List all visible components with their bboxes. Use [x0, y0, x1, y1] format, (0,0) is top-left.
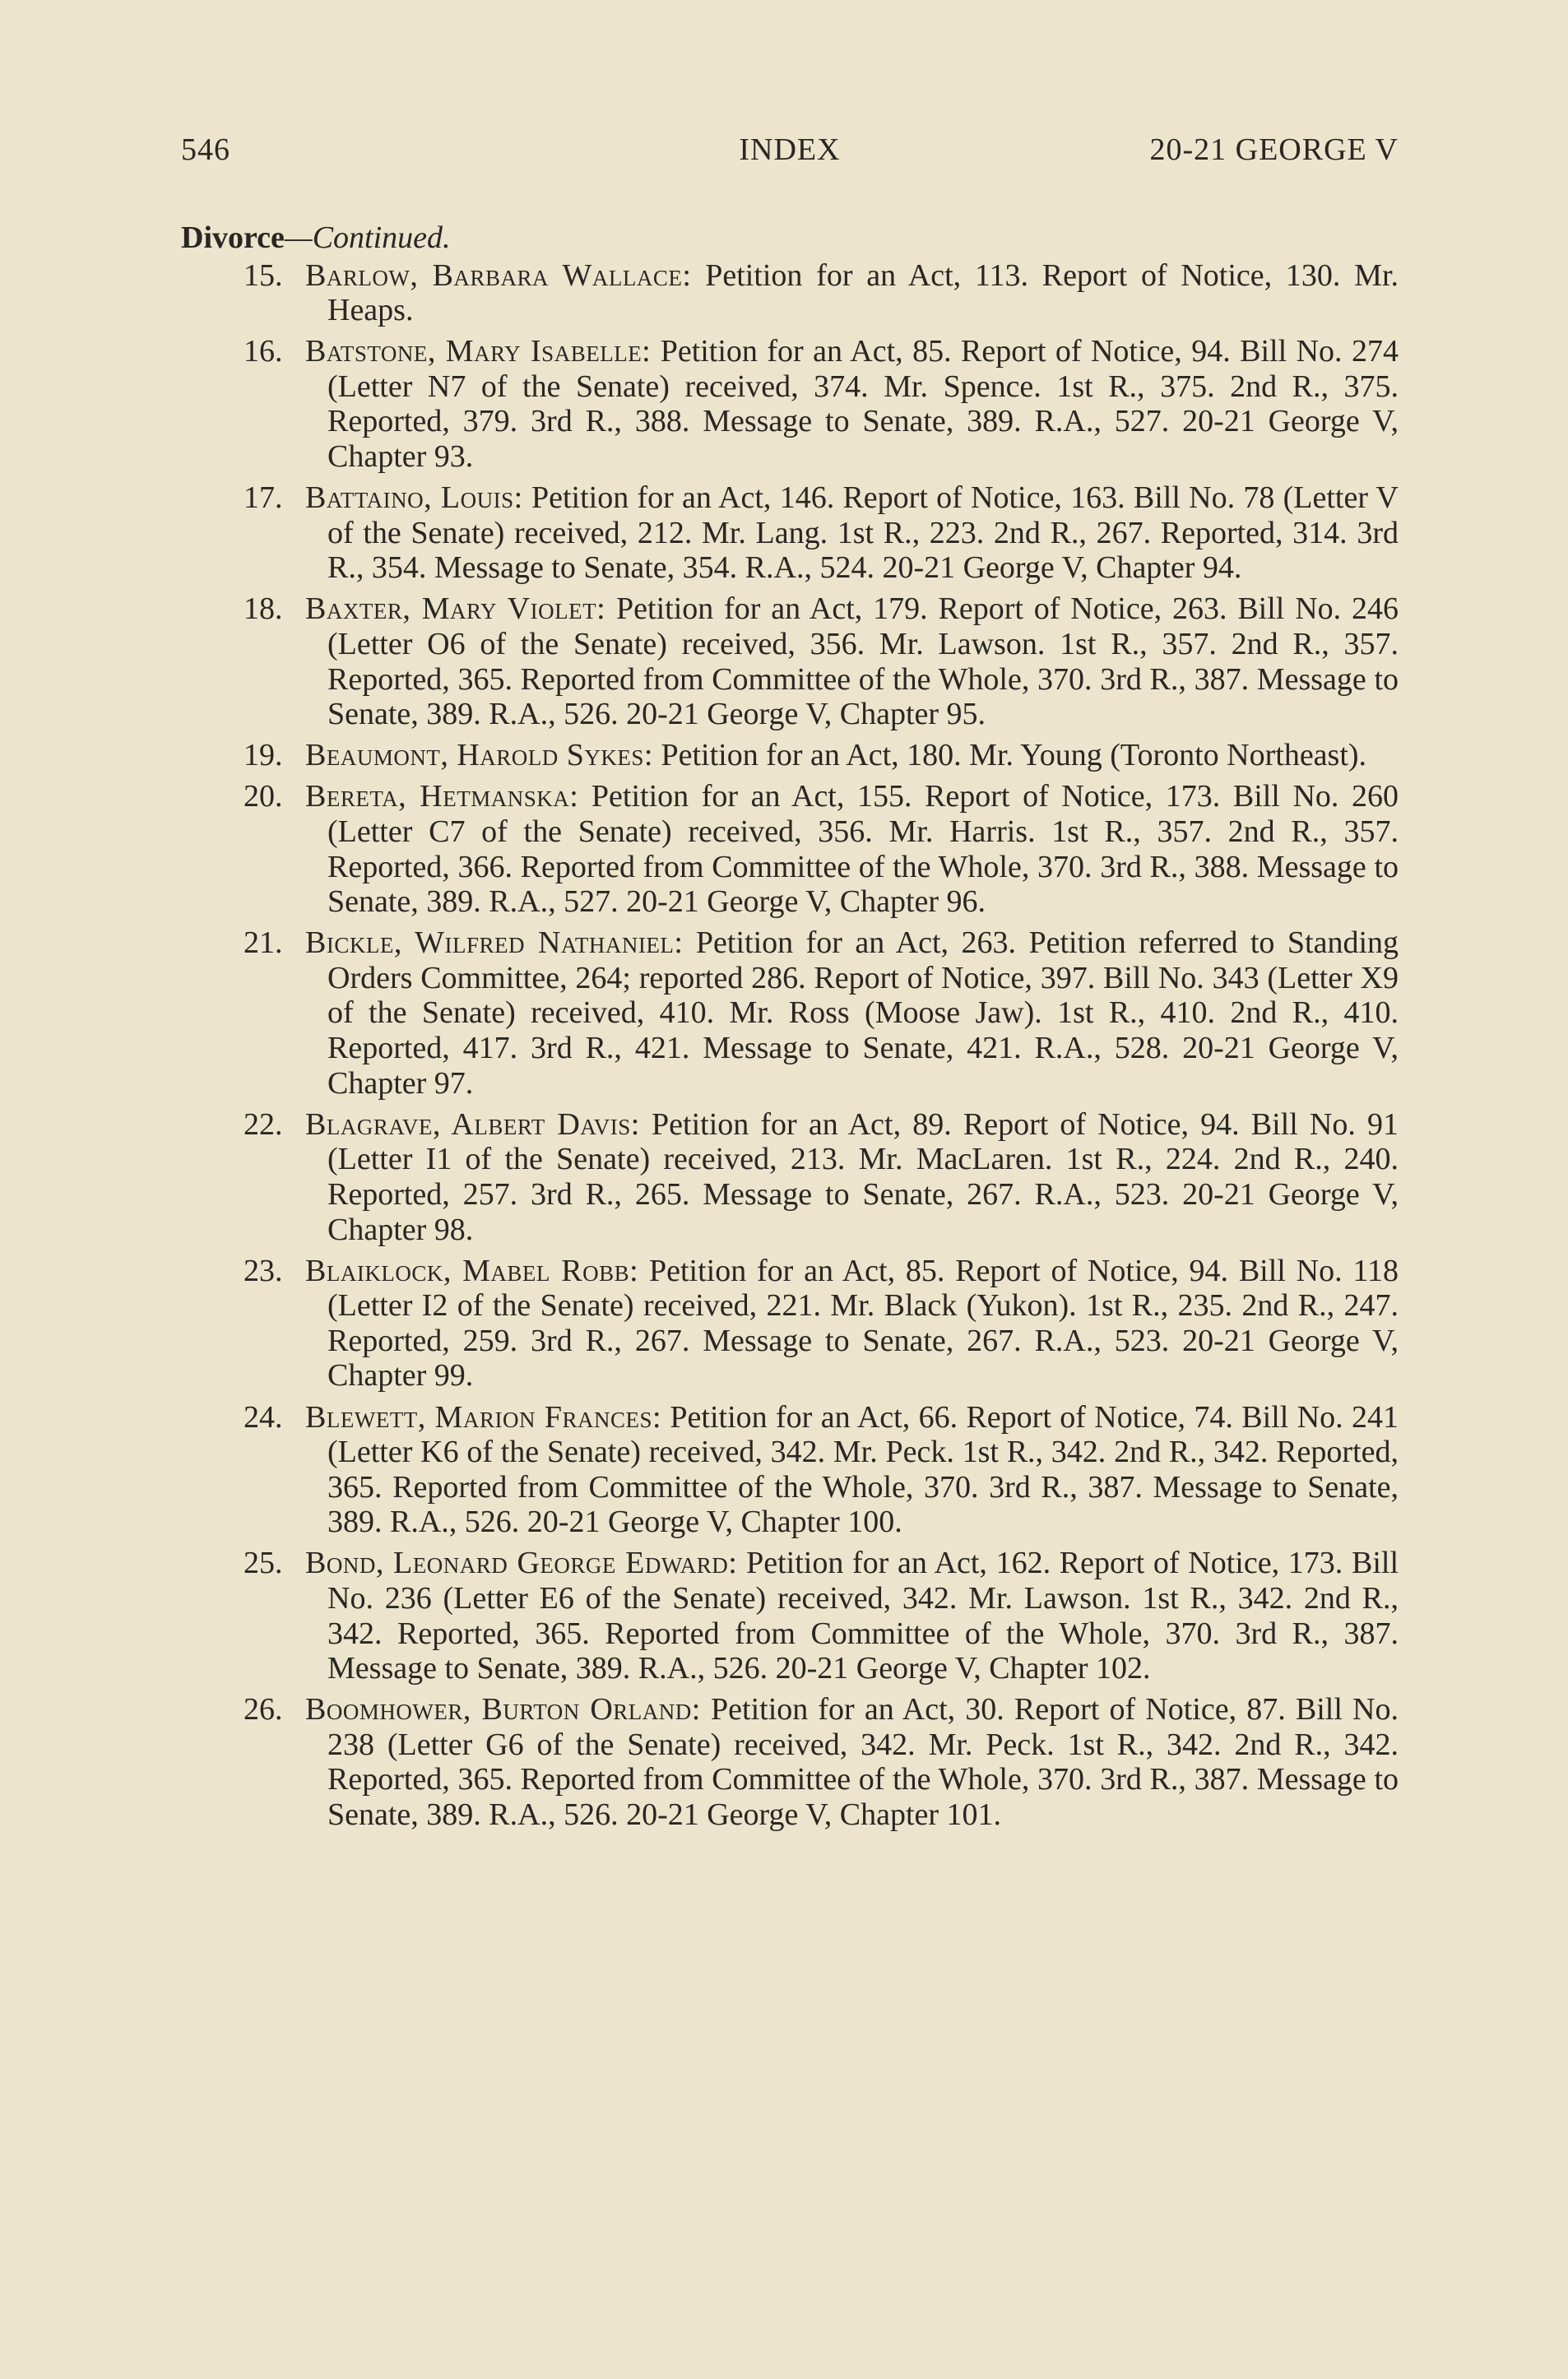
index-entry-20	[181, 779, 1399, 919]
entry-name: Blewett, Marion Frances:	[305, 1399, 662, 1435]
entry-text: Petition for an Act, 85. Report of Notice, 94. Bill No. 118 (Letter I2 of the Senate) received, 221. Mr. Black (Yukon). 1st R., 235. 2nd R., 247. Reported, 259. 3rd R., 267. Message to Senate, 267. R.A., 523. 20-21 George V, Chapter 99.	[327, 1253, 1399, 1394]
entry-text: Petition for an Act, 30. Report of Notice, 87. Bill No. 238 (Letter G6 of the Senate) received, 342. Mr. Peck. 1st R., 342. 2nd R., 342. Reported, 365. Reported from Committee of the Whole, 370. 3rd R., 387. Message to Senate, 389. R.A., 526. 20-21 George V, Chapter 101.	[327, 1692, 1399, 1833]
entry-number: 26.	[244, 1692, 283, 1727]
entry-name: Beaumont, Harold Sykes:	[305, 738, 653, 773]
entry-name: Battaino, Louis:	[305, 480, 523, 516]
entry-number: 23.	[244, 1253, 283, 1288]
entry-number: 24.	[244, 1399, 283, 1435]
index-entry-22	[181, 1107, 1399, 1247]
index-entry-15	[181, 258, 1399, 328]
entry-name: Blaiklock, Mabel Robb:	[305, 1253, 639, 1288]
section-heading	[181, 220, 1399, 256]
entry-number: 17.	[244, 480, 283, 516]
entry-text: Petition for an Act, 155. Report of Notice, 173. Bill No. 260 (Letter C7 of the Senate) received, 356. Mr. Harris. 1st R., 357. 2nd R., 357. Reported, 366. Reported from Committee of the Whole, 370. 3rd R., 388. Message to Senate, 389. R.A., 527. 20-21 George V, Chapter 96.	[327, 779, 1399, 920]
index-entry-23	[181, 1254, 1399, 1394]
entry-name: Baxter, Mary Violet:	[305, 591, 606, 627]
entry-number: 21.	[244, 925, 283, 961]
index-entry-25	[181, 1546, 1399, 1686]
entry-number: 22.	[244, 1106, 283, 1142]
entry-name: Bereta, Hetmanska:	[305, 779, 579, 814]
entry-name: Bickle, Wilfred Nathaniel:	[305, 925, 684, 961]
entry-number: 16.	[244, 334, 283, 369]
entry-text: Petition for an Act, 180. Mr. Young (Toronto Northeast).	[661, 738, 1367, 773]
entry-text: Petition for an Act, 179. Report of Notice, 263. Bill No. 246 (Letter O6 of the Senate) received, 356. Mr. Lawson. 1st R., 357. 2nd R., 357. Reported, 365. Reported from Committee of the Whole, 370. 3rd R., 387. Message to Senate, 389. R.A., 526. 20-21 George V, Chapter 95.	[327, 591, 1399, 732]
index-entry-21	[181, 925, 1399, 1101]
entry-number: 20.	[244, 779, 283, 814]
page-title: INDEX	[739, 132, 841, 167]
index-content	[181, 220, 1399, 1839]
entry-text: Petition for an Act, 85. Report of Notice, 94. Bill No. 274 (Letter N7 of the Senate) received, 374. Mr. Spence. 1st R., 375. 2nd R., 375. Reported, 379. 3rd R., 388. Message to Senate, 389. R.A., 527. 20-21 George V, Chapter 93.	[327, 334, 1399, 475]
entry-name: Barlow, Barbara Wallace:	[305, 257, 692, 293]
section-heading-label: Divorce	[181, 220, 285, 255]
entry-name: Boomhower, Burton Orland:	[305, 1692, 701, 1727]
entry-number: 19.	[244, 738, 283, 773]
entry-text: Petition for an Act, 146. Report of Notice, 163. Bill No. 78 (Letter V of the Senate) received, 212. Mr. Lang. 1st R., 223. 2nd R., 267. Reported, 314. 3rd R., 354. Message to Senate, 354. R.A., 524. 20-21 George V, Chapter 94.	[327, 480, 1399, 586]
entry-text: Petition for an Act, 162. Report of Notice, 173. Bill No. 236 (Letter E6 of the Senate) received, 342. Mr. Lawson. 1st R., 342. 2nd R., 342. Reported, 365. Reported from Committee of the Whole, 370. 3rd R., 387. Message to Senate, 389. R.A., 526. 20-21 George V, Chapter 102.	[327, 1546, 1399, 1686]
index-entry-19	[181, 738, 1399, 773]
entry-name: Blagrave, Albert Davis:	[305, 1106, 640, 1142]
index-entry-18	[181, 591, 1399, 731]
entry-name: Batstone, Mary Isabelle:	[305, 334, 652, 369]
entry-name: Bond, Leonard George Edward:	[305, 1546, 738, 1581]
index-entry-26	[181, 1692, 1399, 1832]
section-continued-label: —Continued.	[284, 220, 451, 255]
running-head	[181, 132, 1399, 178]
page-number: 546	[181, 132, 230, 167]
entry-number: 15.	[244, 257, 283, 293]
entry-number: 25.	[244, 1546, 283, 1581]
entry-text: Petition for an Act, 66. Report of Notice, 74. Bill No. 241 (Letter K6 of the Senate) received, 342. Mr. Peck. 1st R., 342. 2nd R., 342. Reported, 365. Reported from Committee of the Whole, 370. 3rd R., 387. Message to Senate, 389. R.A., 526. 20-21 George V, Chapter 100.	[327, 1399, 1399, 1540]
entry-number: 18.	[244, 591, 283, 627]
volume-title: 20-21 GEORGE V	[1149, 132, 1399, 167]
entry-text: Petition for an Act, 113. Report of Notice, 130. Mr. Heaps.	[327, 257, 1399, 328]
index-entry-24	[181, 1400, 1399, 1540]
index-entry-17	[181, 480, 1399, 586]
entry-text: Petition for an Act, 263. Petition referred to Standing Orders Committee, 264; reported 286. Report of Notice, 397. Bill No. 343 (Letter X9 of the Senate) received, 410. Mr. Ross (Moose Jaw). 1st R., 410. 2nd R., 410. Reported, 417. 3rd R., 421. Message to Senate, 421. R.A., 528. 20-21 George V, Chapter 97.	[327, 925, 1399, 1101]
index-entry-16	[181, 334, 1399, 474]
entry-text: Petition for an Act, 89. Report of Notice, 94. Bill No. 91 (Letter I1 of the Senate) received, 213. Mr. MacLaren. 1st R., 224. 2nd R., 240. Reported, 257. 3rd R., 265. Message to Senate, 267. R.A., 523. 20-21 George V, Chapter 98.	[327, 1106, 1399, 1247]
